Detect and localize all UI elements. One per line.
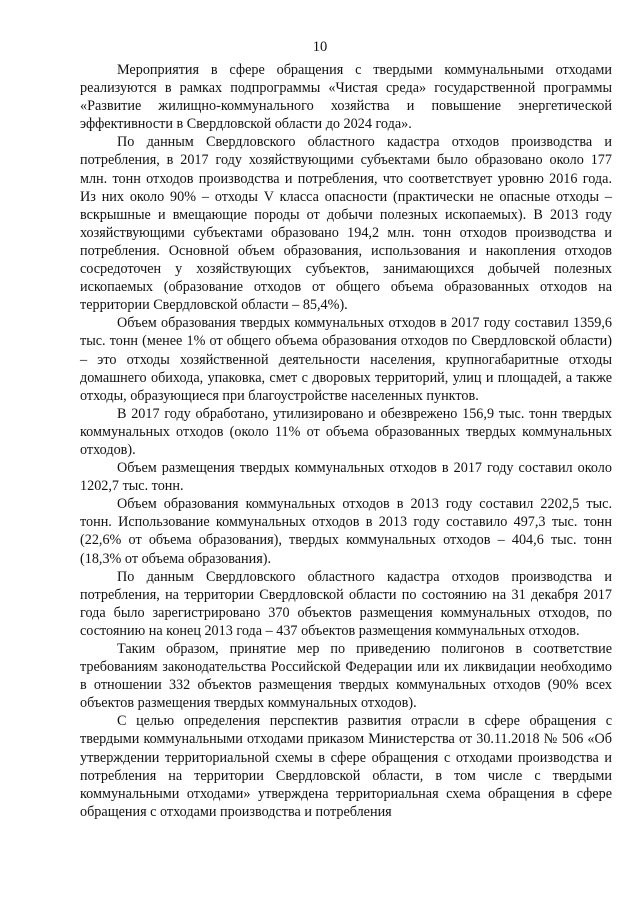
paragraph-msw-generation-2017: Объем образования твердых коммунальных отходов в 2017 году составил 1359,6 тыс. тонн (менее 1% от общего объема образования отходов по Свердловской области) – это отходы хозяйственной деятельности населения, крупногабаритные отходы домашнего обихода, упаковка, смет с дворовых территорий, улиц и площадей, а также отходы, образующиеся при благоустройстве населенных пунктов. xyxy=(80,315,612,404)
paragraph-cadastre-volumes: По данным Свердловского областного кадастра отходов производства и потребления, в 2017 году хозяйствующими субъектами было образовано около 177 млн. тонн отходов производства и потребления, что соответствует уровню 2016 года. Из них около 90% – отходы V класса опасности (практически не опасные отходы – вскрышные и вмещающие породы от добычи полезных ископаемых). В 2013 году хозяйствующими субъектами образовано 194,2 млн. тонн отходов производства и потребления. Основной объем образования, использования и накопления отходов сосредоточен у хозяйствующих субъектов, занимающихся добычей полезных ископаемых (образование отходов от общего объема образованных отходов на территории Свердловской области – 85,4%). xyxy=(80,134,612,314)
paragraph-intro-programs: Мероприятия в сфере обращения с твердыми коммунальными отходами реализуются в рамках подпрограммы «Чистая среда» государственной программы «Развитие жилищно-коммунального хозяйства и повышение энергетической эффективности в Свердловской области до 2024 года». xyxy=(80,62,612,133)
paragraph-territorial-scheme: С целью определения перспектив развития отрасли в сфере обращения с твердыми коммунальными отходами приказом Министерства от 30.11.2018 № 506 «Об утверждении территориальной схемы в сфере обращения с отходами производства и потребления на территории Свердловской области, в том числе с твердыми коммунальными отходами» утверждена территориальная схема обращения в сфере обращения с отходами производства и потребления xyxy=(80,713,612,820)
document-body xyxy=(80,61,612,821)
paragraph-msw-2013: Объем образования коммунальных отходов в 2013 году составил 2202,5 тыс. тонн. Использование коммунальных отходов в 2013 году составило 497,3 тыс. тонн (22,6% от объема образования), твердых коммунальных отходов – 404,6 тыс. тонн (18,3% от объема образования). xyxy=(80,496,612,567)
page-number: 10 xyxy=(312,39,328,55)
paragraph-landfill-measures: Таким образом, принятие мер по приведению полигонов в соответствие требованиям законодательства Российской Федерации или их ликвидации необходимо в отношении 332 объектов размещения твердых коммунальных отходов (90% всех объектов размещения твердых коммунальных отходов). xyxy=(80,641,612,712)
paragraph-msw-placement-2017: Объем размещения твердых коммунальных отходов в 2017 году составил около 1202,7 тыс. тонн. xyxy=(80,460,612,495)
paragraph-disposal-facilities: По данным Свердловского областного кадастра отходов производства и потребления, на территории Свердловской области по состоянию на 31 декабря 2017 года было зарегистрировано 370 объектов размещения коммунальных отходов, по состоянию на конец 2013 года – 437 объектов размещения коммунальных отходов. xyxy=(80,568,612,639)
paragraph-msw-processed-2017: В 2017 году обработано, утилизировано и обезврежено 156,9 тыс. тонн твердых коммунальных отходов (около 11% от объема образованных твердых коммунальных отходов). xyxy=(80,405,612,458)
